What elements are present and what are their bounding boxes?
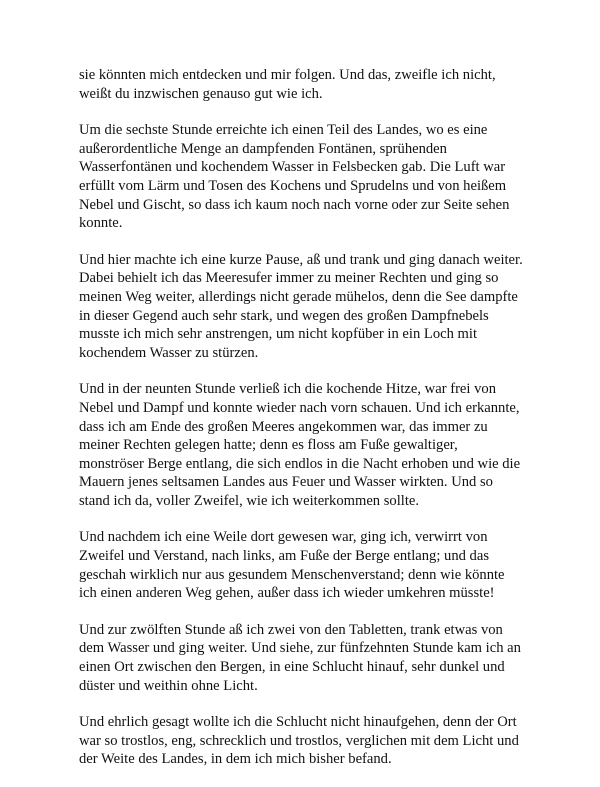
paragraph-2: Um die sechste Stunde erreichte ich einen Teil des Landes, wo es eine außerordentliche Menge an dampfenden Fontänen, sprühenden Wasserfontänen und kochendem Wasser in Felsbecken gab. Die Luft war erfüllt vom Lärm und Tosen des Kochens und Sprudelns und von heißem Nebel und Gischt, so dass ich kaum noch nach vorne oder zur Seite sehen konnte. bbox=[79, 122, 510, 232]
paragraph-6: Und zur zwölften Stunde aß ich zwei von den Tabletten, trank etwas von dem Wasser und ging weiter. Und siehe, zur fünfzehnten Stunde kam ich an einen Ort zwischen den Bergen, in eine Schlucht hinauf, sehr dunkel und düster und weithin ohne Licht. bbox=[79, 621, 521, 694]
paragraph-4: Und in der neunten Stunde verließ ich die kochende Hitze, war frei von Nebel und Dampf und konnte wieder nach vorn schauen. Und ich erkannte, dass ich am Ende des großen Meeres angekommen war, das immer zu meiner Rechten gelegen hatte; denn es floss am Fuße gewaltiger, monströser Berge entlang, die sich endlos in die Nacht erhoben und wie die Mauern jenes seltsamen Landes aus Feuer und Wasser wirkten. Und so stand ich da, voller Zweifel, wie ich weiterkommen sollte. bbox=[79, 381, 521, 509]
paragraph-1: sie könnten mich entdecken und mir folgen. Und das, zweifle ich nicht, weißt du inzwischen genauso gut wie ich. bbox=[79, 67, 496, 102]
paragraph-7: Und ehrlich gesagt wollte ich die Schlucht nicht hinaufgehen, denn der Ort war so trostlos, eng, schrecklich und trostlos, verglichen mit dem Licht und der Weite des Landes, in dem ich mich bisher befand. bbox=[79, 714, 519, 768]
paragraph-3: Und hier machte ich eine kurze Pause, aß und trank und ging danach weiter. Dabei behielt ich das Meeresufer immer zu meiner Rechten und ging so meinen Weg weiter, allerdings nicht gerade mühelos, denn die See dampfte in dieser Gegend auch sehr stark, und wegen des großen Dampfnebels musste ich mich sehr anstrengen, um nicht kopfüber in ein Loch mit kochendem Wasser zu stürzen. bbox=[79, 251, 523, 361]
paragraph-5: Und nachdem ich eine Weile dort gewesen war, ging ich, verwirrt von Zweifel und Verstand, nach links, am Fuße der Berge entlang; und das geschah wirklich nur aus gesundem Menschenverstand; denn wie könnte ich einen anderen Weg gehen, außer dass ich wieder umkehren müsste! bbox=[79, 529, 505, 602]
document-page bbox=[79, 66, 539, 787]
